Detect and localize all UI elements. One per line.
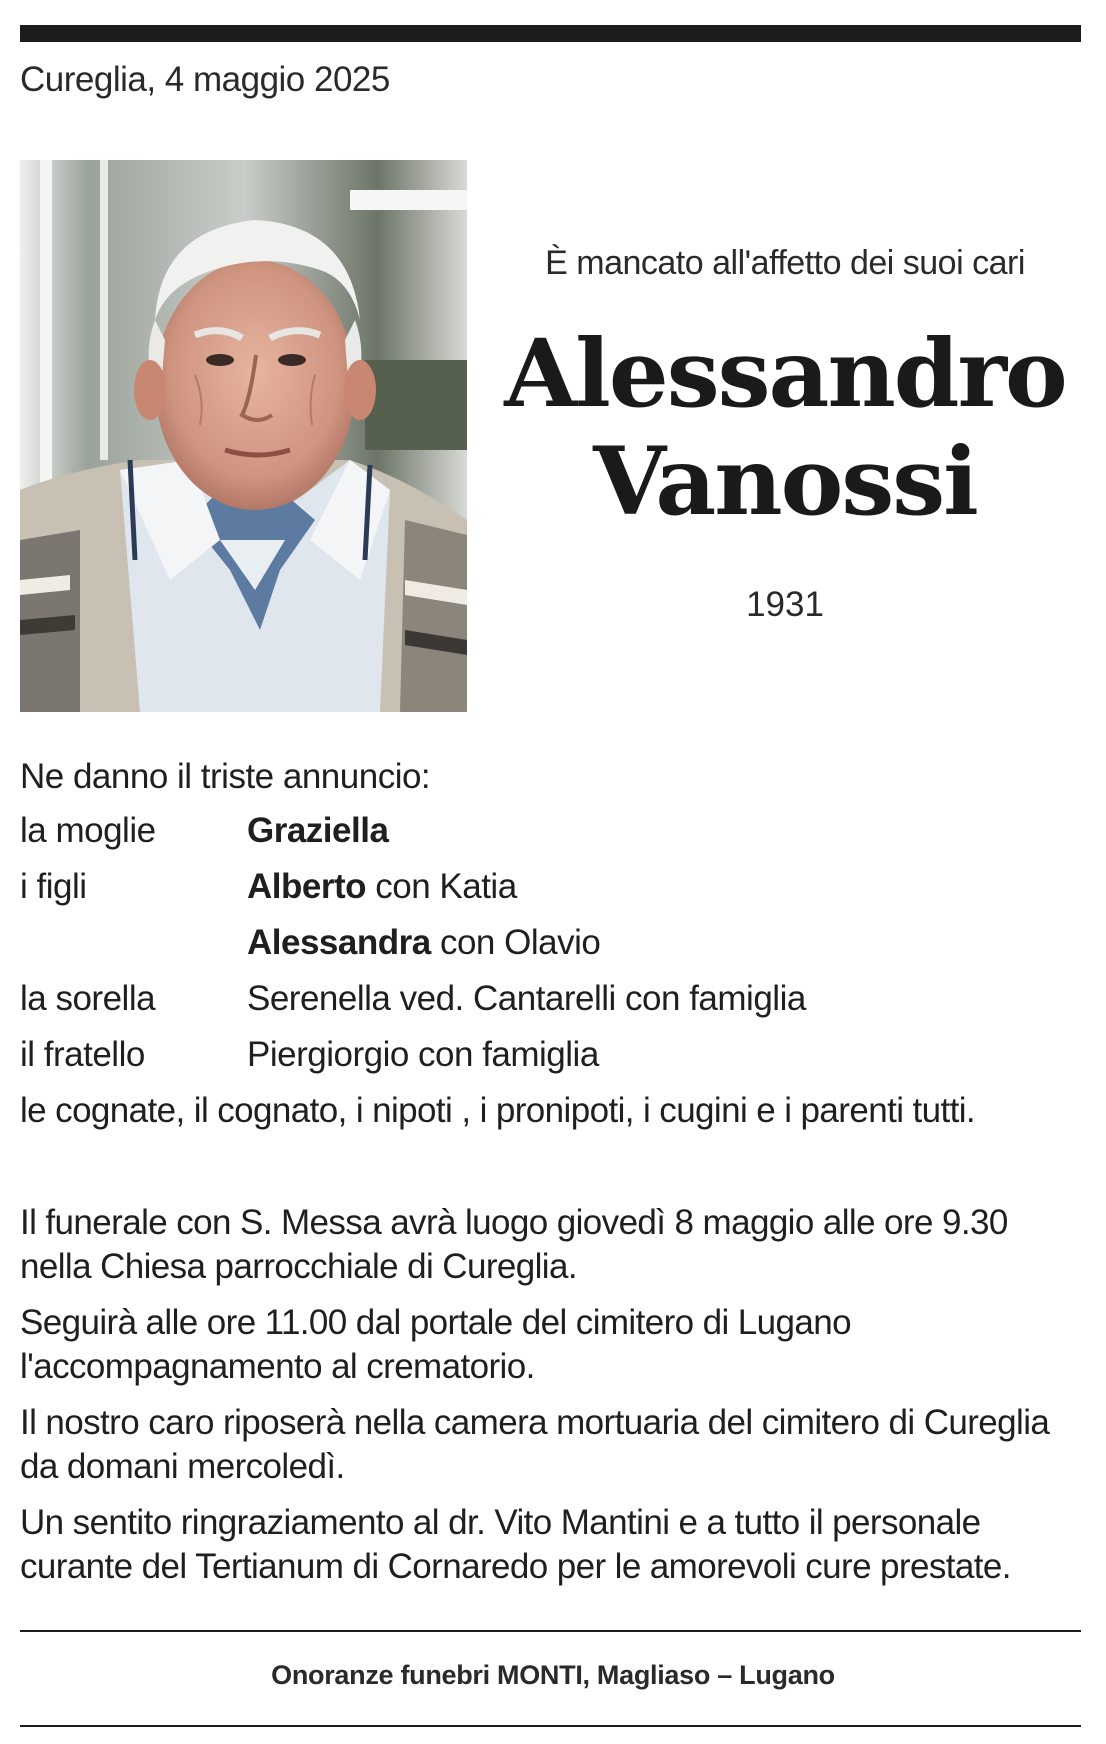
family-list bbox=[20, 811, 1080, 1091]
portrait-photo bbox=[20, 160, 467, 712]
funeral-details bbox=[20, 1201, 1080, 1601]
funeral-home: Onoranze funebri MONTI, Magliaso – Lugano bbox=[271, 1660, 835, 1690]
family-name-extra: con Olavio bbox=[430, 923, 601, 962]
announcement-title: Ne danno il triste annuncio: bbox=[20, 757, 431, 796]
deceased-name bbox=[485, 320, 1085, 536]
family-row bbox=[20, 923, 1080, 979]
family-row bbox=[20, 867, 1080, 923]
family-role: il fratello bbox=[20, 1035, 145, 1074]
first-name: Alessandro bbox=[504, 319, 1066, 429]
footer-top-rule bbox=[20, 1630, 1081, 1632]
footer-bottom-rule bbox=[20, 1725, 1081, 1727]
family-names bbox=[247, 1035, 599, 1075]
place-date: Cureglia, 4 maggio 2025 bbox=[20, 60, 390, 99]
family-row bbox=[20, 811, 1080, 867]
birth-year: 1931 bbox=[746, 585, 824, 624]
family-name-bold: Alessandra bbox=[247, 923, 431, 962]
funeral-paragraph: Il funerale con S. Messa avrà luogo giovedì 8 maggio alle ore 9.30 nella Chiesa parrocchiale di Cureglia. bbox=[20, 1203, 1008, 1286]
procession-paragraph: Seguirà alle ore 11.00 dal portale del cimitero di Lugano l'accompagnamento al crematorio. bbox=[20, 1303, 851, 1386]
family-names bbox=[247, 923, 600, 963]
family-names bbox=[247, 979, 806, 1019]
family-name-extra: Piergiorgio con famiglia bbox=[247, 1035, 599, 1074]
family-role: la moglie bbox=[20, 811, 156, 850]
other-relatives: le cognate, il cognato, i nipoti , i pronipoti, i cugini e i parenti tutti. bbox=[20, 1091, 976, 1130]
rest-paragraph: Il nostro caro riposerà nella camera mortuaria del cimitero di Cureglia da domani mercoledì. bbox=[20, 1403, 1050, 1486]
thanks-paragraph: Un sentito ringraziamento al dr. Vito Mantini e a tutto il personale curante del Tertianum di Cornaredo per le amorevoli cure prestate. bbox=[20, 1503, 1011, 1586]
top-rule bbox=[20, 25, 1081, 42]
family-name-bold: Alberto bbox=[247, 867, 366, 906]
family-row bbox=[20, 1035, 1080, 1091]
family-role: la sorella bbox=[20, 979, 156, 1018]
family-name-extra: Serenella ved. Cantarelli con famiglia bbox=[247, 979, 806, 1018]
intro-text: È mancato all'affetto dei suoi cari bbox=[545, 244, 1025, 282]
family-name-extra: con Katia bbox=[366, 867, 517, 906]
family-name-bold: Graziella bbox=[247, 811, 389, 850]
family-names bbox=[247, 811, 388, 851]
last-name: Vanossi bbox=[593, 427, 977, 537]
family-names bbox=[247, 867, 517, 907]
family-row bbox=[20, 979, 1080, 1035]
family-role: i figli bbox=[20, 867, 87, 906]
